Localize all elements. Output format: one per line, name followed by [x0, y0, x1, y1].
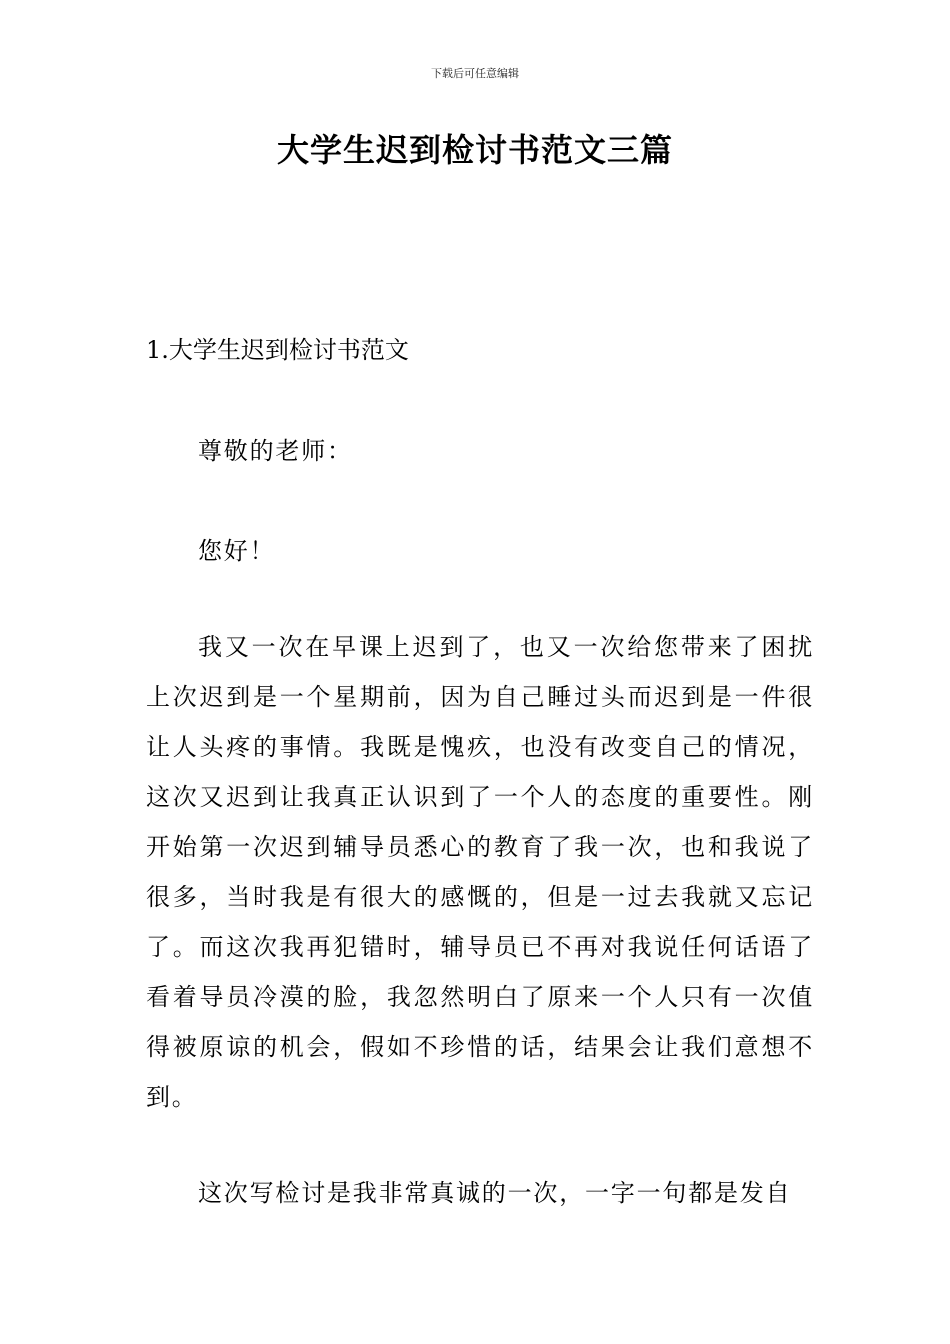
- salutation: 尊敬的老师：: [198, 437, 353, 465]
- document-title: 大学生迟到检讨书范文三篇: [276, 131, 673, 169]
- greeting: 您好！: [198, 537, 276, 565]
- header-note: 下载后可任意编辑: [431, 67, 519, 80]
- body-paragraph-1: 我又一次在早课上迟到了，也又一次给您带来了困扰上次迟到是一个星期前，因为自己睡过头而迟到是一件很让人头疼的事情。我既是愧疚，也没有改变自己的情况，这次又迟到让我真正认识到了一个人的态度的重要性。刚开始第一次迟到辅导员悉心的教育了我一次，也和我说了很多，当时我是有很大的感慨的，但是一过去我就又忘记了。而这次我再犯错时，辅导员已不再对我说任何话语了看着导员冷漠的脸，我忽然明白了原来一个人只有一次值得被原谅的机会，假如不珍惜的话，结果会让我们意想不到。: [146, 633, 814, 1111]
- body-paragraph-2: 这次写检讨是我非常真诚的一次，一字一句都是发自: [198, 1179, 792, 1207]
- section-heading: 1.大学生迟到检讨书范文: [146, 336, 409, 364]
